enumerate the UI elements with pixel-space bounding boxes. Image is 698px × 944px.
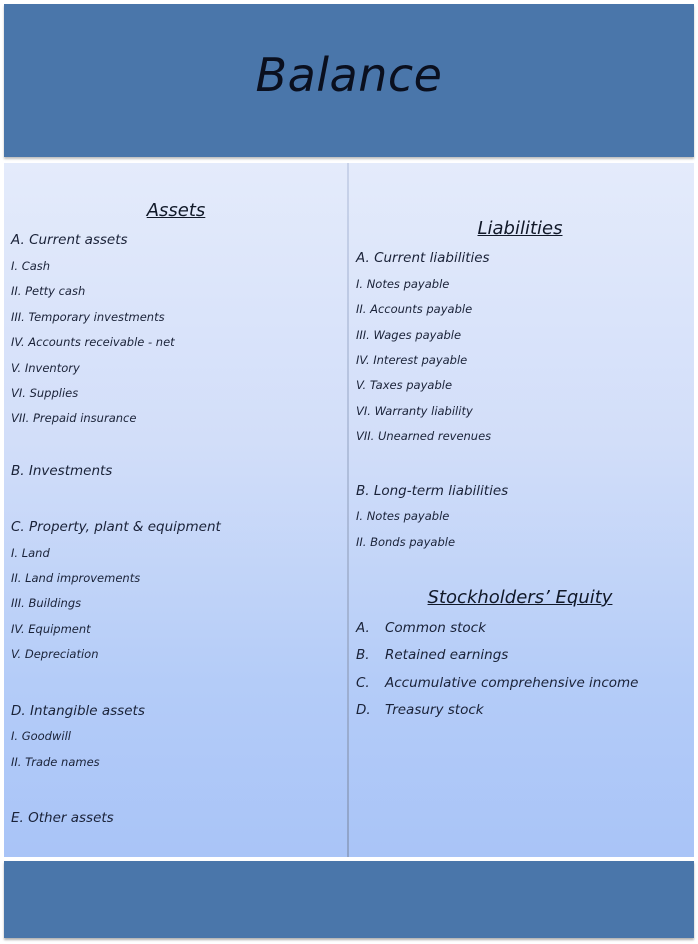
liabilities-item: III. Wages payable [356,328,462,342]
assets-category-intangible: D. Intangible assets [11,703,145,719]
equity-item-label: Accumulative comprehensive income [385,675,639,691]
liabilities-category-current: A. Current liabilities [356,250,490,266]
equity-item [356,675,639,691]
equity-item [356,702,484,718]
liabilities-item: II. Accounts payable [356,302,473,316]
assets-category-other: E. Other assets [11,810,114,826]
liabilities-item: VI. Warranty liability [356,404,473,418]
assets-panel [4,163,347,857]
assets-item: III. Buildings [11,596,82,610]
assets-category-ppe: C. Property, plant & equipment [11,519,221,535]
equity-heading: Stockholders’ Equity [427,587,613,608]
liabilities-item: I. Notes payable [356,277,450,291]
page-title: Balance [255,47,443,102]
assets-item: I. Land [11,546,50,560]
liabilities-item: I. Notes payable [356,509,450,523]
equity-item-letter: B. [356,647,370,663]
footer-band [4,861,694,938]
liabilities-item: VII. Unearned revenues [356,429,492,443]
equity-item-label: Treasury stock [385,702,484,718]
equity-item-letter: C. [356,675,370,691]
assets-item: VII. Prepaid insurance [11,411,137,425]
liabilities-item: II. Bonds payable [356,535,456,549]
equity-item-letter: D. [356,702,371,718]
assets-category-investments: B. Investments [11,463,113,479]
equity-item-letter: A. [356,620,370,636]
assets-category-current: A. Current assets [11,232,128,248]
assets-item: V. Inventory [11,361,80,375]
liabilities-category-long-term: B. Long-term liabilities [356,483,509,499]
assets-item: II. Trade names [11,755,100,769]
assets-item: I. Cash [11,259,51,273]
assets-item: IV. Equipment [11,622,91,636]
liabilities-item: IV. Interest payable [356,353,468,367]
liabilities-heading: Liabilities [477,218,563,239]
assets-item: III. Temporary investments [11,310,165,324]
equity-item [356,647,508,663]
equity-item-label: Retained earnings [385,647,509,663]
assets-item: II. Land improvements [11,571,141,585]
assets-item: IV. Accounts receivable - net [11,335,175,349]
assets-item: II. Petty cash [11,284,86,298]
title-banner [4,4,694,157]
equity-item [356,620,486,636]
assets-heading: Assets [146,200,206,221]
assets-item: V. Depreciation [11,647,99,661]
assets-item: VI. Supplies [11,386,79,400]
liabilities-item: V. Taxes payable [356,378,453,392]
equity-item-label: Common stock [385,620,486,636]
assets-item: I. Goodwill [11,729,71,743]
